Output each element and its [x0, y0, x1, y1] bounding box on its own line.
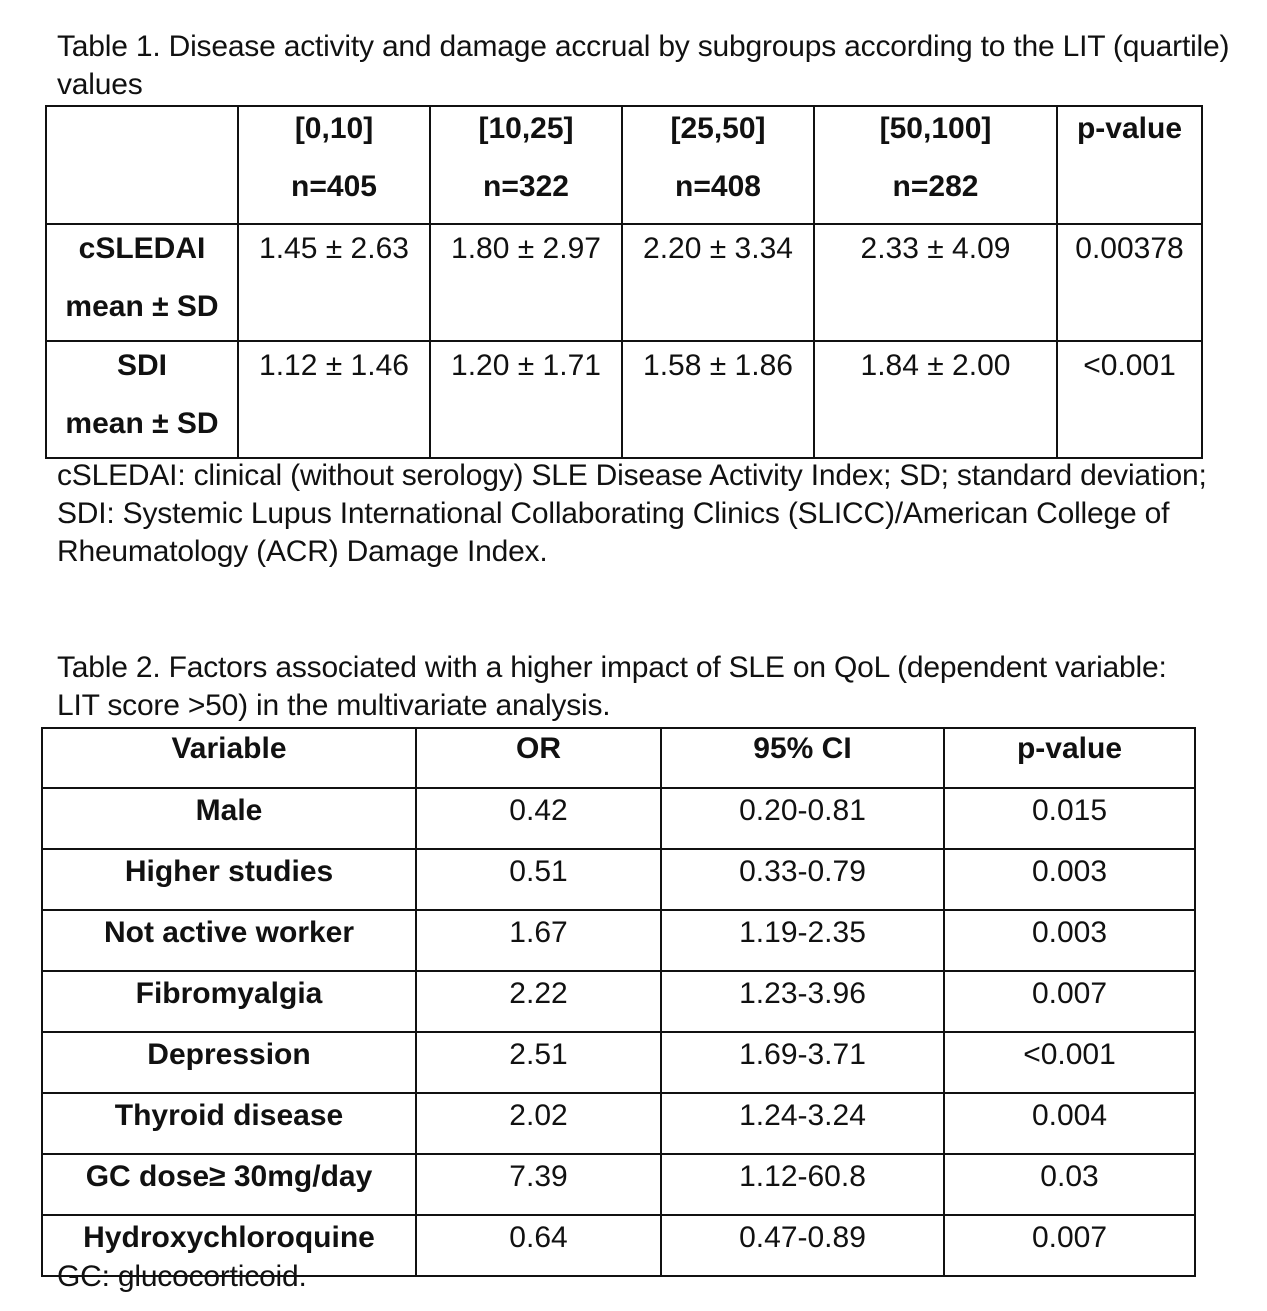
- quartile-range: [50,100]: [879, 112, 992, 145]
- quartile-n: n=322: [483, 170, 569, 203]
- table1-header-cell: [1057, 106, 1202, 224]
- ci-cell: 1.23-3.96: [661, 971, 944, 1032]
- p-value-cell: 0.003: [944, 910, 1195, 971]
- table1-header-cell: [238, 106, 430, 224]
- variable-cell: GC dose≥ 30mg/day: [42, 1154, 416, 1215]
- table1: [45, 105, 1203, 459]
- p-value-cell: 0.007: [944, 1215, 1195, 1276]
- or-cell: 0.42: [416, 788, 661, 849]
- table-cell: 1.58 ± 1.86: [622, 341, 814, 458]
- quartile-range: [25,50]: [670, 112, 766, 145]
- p-value-cell: <0.001: [944, 1032, 1195, 1093]
- variable-cell: Depression: [42, 1032, 416, 1093]
- p-value-cell: 0.007: [944, 971, 1195, 1032]
- ci-cell: 1.69-3.71: [661, 1032, 944, 1093]
- table-row: [42, 1032, 1195, 1093]
- table1-footnote: cSLEDAI: clinical (without serology) SLE Disease Activity Index; SD; standard deviation; SDI: Systemic Lupus International Collaborating Clinics (SLICC)/American College of Rheumatology (ACR) Damage Index.: [57, 459, 1207, 568]
- ci-cell: 1.12-60.8: [661, 1154, 944, 1215]
- table2: [41, 727, 1196, 1277]
- ci-cell: 0.20-0.81: [661, 788, 944, 849]
- table1-row: [46, 341, 1202, 458]
- table-cell: 2.20 ± 3.34: [622, 224, 814, 341]
- quartile-range: [10,25]: [478, 112, 574, 145]
- table-cell: 2.33 ± 4.09: [814, 224, 1057, 341]
- table2-caption: Table 2. Factors associated with a higher impact of SLE on QoL (dependent variable: LIT score >50) in the multivariate analysis.: [57, 651, 1167, 722]
- table1-header-cell: [622, 106, 814, 224]
- or-cell: 0.64: [416, 1215, 661, 1276]
- table1-header-cell: [814, 106, 1057, 224]
- row-label: SDI mean ± SD: [46, 341, 238, 458]
- table-cell: 1.20 ± 1.71: [430, 341, 622, 458]
- quartile-range: [0,10]: [294, 112, 374, 145]
- table-cell: 1.84 ± 2.00: [814, 341, 1057, 458]
- ci-cell: 0.47-0.89: [661, 1215, 944, 1276]
- p-value-cell: 0.004: [944, 1093, 1195, 1154]
- table-row: [42, 1154, 1195, 1215]
- table-row: [42, 788, 1195, 849]
- quartile-n: n=408: [675, 170, 761, 203]
- table1-header-row: [46, 106, 1202, 224]
- or-cell: 2.02: [416, 1093, 661, 1154]
- table-row: [42, 910, 1195, 971]
- ci-cell: 0.33-0.79: [661, 849, 944, 910]
- p-value-cell: <0.001: [1057, 341, 1202, 458]
- or-cell: 2.22: [416, 971, 661, 1032]
- ci-cell: 1.19-2.35: [661, 910, 944, 971]
- table-row: [42, 971, 1195, 1032]
- quartile-n: n=405: [291, 170, 377, 203]
- ci-cell: 1.24-3.24: [661, 1093, 944, 1154]
- or-cell: 1.67: [416, 910, 661, 971]
- variable-cell: Hydroxychloroquine: [42, 1215, 416, 1276]
- column-header-or: OR: [416, 728, 661, 788]
- or-cell: 2.51: [416, 1032, 661, 1093]
- table1-caption: Table 1. Disease activity and damage accrual by subgroups according to the LIT (quartile) values: [57, 30, 1230, 101]
- column-header-ci: 95% CI: [661, 728, 944, 788]
- table-row: [42, 1093, 1195, 1154]
- variable-cell: Thyroid disease: [42, 1093, 416, 1154]
- variable-cell: Fibromyalgia: [42, 971, 416, 1032]
- table2-header-row: [42, 728, 1195, 788]
- table-cell: 1.80 ± 2.97: [430, 224, 622, 341]
- variable-cell: Not active worker: [42, 910, 416, 971]
- table2-footnote: GC: glucocorticoid.: [57, 1260, 307, 1293]
- p-value-header: p-value: [1076, 112, 1183, 145]
- table-row: [42, 849, 1195, 910]
- or-cell: 7.39: [416, 1154, 661, 1215]
- table1-header-cell: [46, 106, 238, 224]
- table-cell: 1.45 ± 2.63: [238, 224, 430, 341]
- variable-cell: Male: [42, 788, 416, 849]
- quartile-n: n=282: [892, 170, 979, 203]
- p-value-cell: 0.003: [944, 849, 1195, 910]
- variable-cell: Higher studies: [42, 849, 416, 910]
- table-cell: 1.12 ± 1.46: [238, 341, 430, 458]
- column-header-p-value: p-value: [944, 728, 1195, 788]
- table1-row: [46, 224, 1202, 341]
- p-value-cell: 0.00378: [1057, 224, 1202, 341]
- or-cell: 0.51: [416, 849, 661, 910]
- p-value-cell: 0.03: [944, 1154, 1195, 1215]
- row-label: cSLEDAI mean ± SD: [46, 224, 238, 341]
- table1-header-cell: [430, 106, 622, 224]
- p-value-cell: 0.015: [944, 788, 1195, 849]
- column-header-variable: Variable: [42, 728, 416, 788]
